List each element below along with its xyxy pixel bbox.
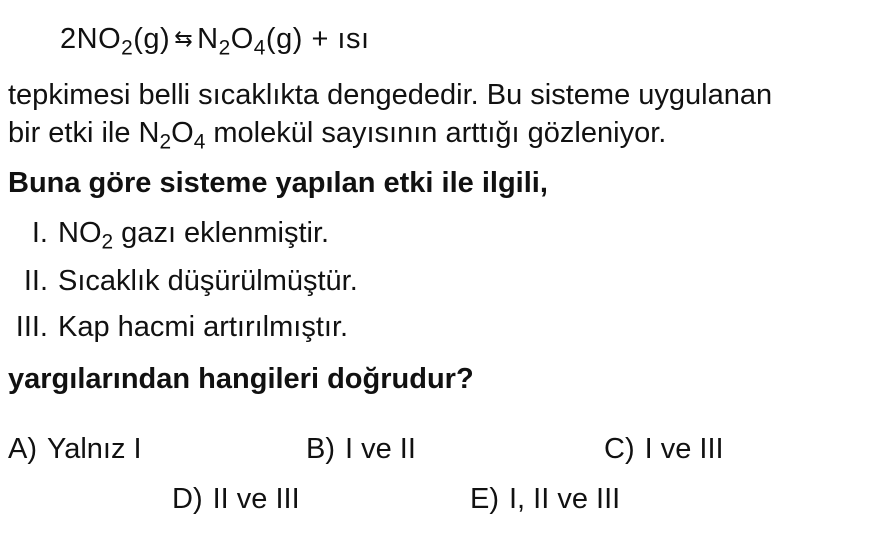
option-b[interactable] [306,432,416,466]
option-text: I ve III [644,433,724,465]
statement-1 [0,216,330,254]
statement-3 [0,310,348,344]
text-sub: 2 [159,130,172,154]
option-text: I ve II [345,433,416,465]
question-text-line1: tepkimesi belli sıcaklıkta dengededir. Bu sisteme uygulanan [8,79,773,111]
text-part: bir etki ile N [8,117,160,149]
option-e[interactable] [470,482,620,516]
text-sub: 4 [193,130,206,154]
eq-reactant: 2NO [60,23,122,55]
statement-2 [0,264,358,298]
eq-product-o: O [230,23,254,55]
option-letter: D) [172,483,203,515]
statement-text: Kap hacmi artırılmıştır. [58,311,349,343]
option-d[interactable] [172,482,300,516]
question-prompt: Buna göre sisteme yapılan etki ile ilgili, [8,167,548,199]
statement-text: Sıcaklık düşürülmüştür. [58,265,358,297]
statement-text: gazı eklenmiştir. [113,217,330,249]
eq-heat: + ısı [311,23,370,55]
reaction-equation [60,22,370,58]
equilibrium-arrow-icon: ⇆ [174,26,194,51]
question-end: yargılarından hangileri doğrudur? [8,363,474,395]
question-text-line2 [8,116,667,154]
statement-number: I. [31,217,48,249]
statement-sub: 2 [101,230,114,254]
text-part: molekül sayısının arttığı gözleniyor. [205,117,667,149]
option-letter: C) [604,433,635,465]
eq-sub: 2 [218,36,231,60]
eq-sub: 2 [121,36,134,60]
option-c[interactable] [604,432,724,466]
text-part: O [171,117,194,149]
option-letter: E) [470,483,499,515]
option-letter: A) [8,433,37,465]
eq-state: (g) [265,23,303,55]
eq-state: (g) [133,23,171,55]
option-text: II ve III [212,483,300,515]
statement-number: II. [23,265,48,297]
option-text: Yalnız I [47,433,142,465]
option-letter: B) [306,433,335,465]
eq-product-n: N [197,23,219,55]
statement-text: NO [58,217,102,249]
option-text: I, II ve III [509,483,621,515]
statement-number: III. [15,311,48,343]
eq-sub: 4 [253,36,266,60]
option-a[interactable] [8,432,142,466]
